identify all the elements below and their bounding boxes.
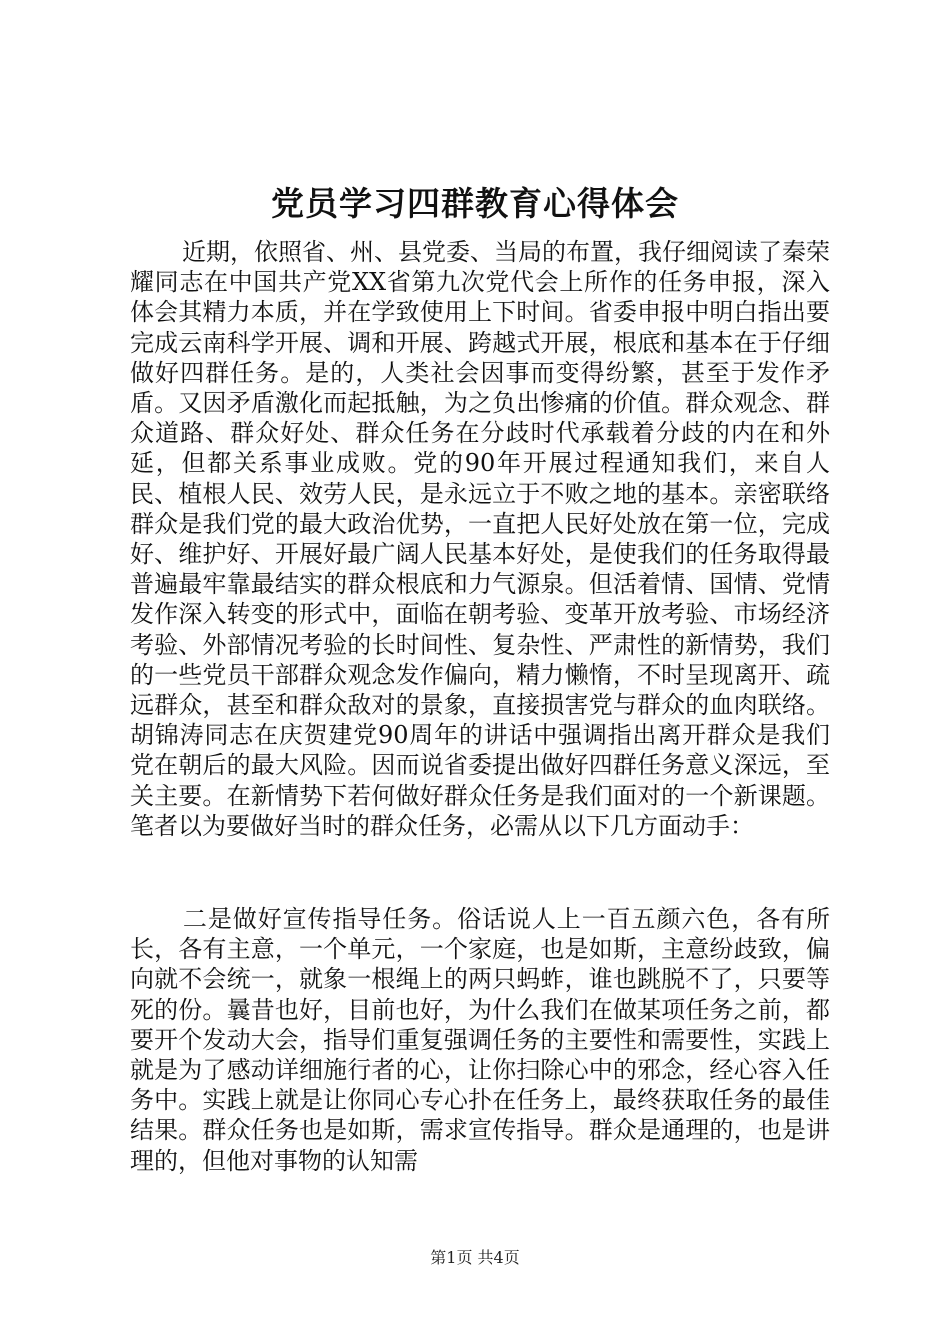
paragraph-text: 二是做好宣传指导任务。俗话说人上一百五颜六色，各有所长，各有主意，一个单元，一个家庭，也是如斯，主意纷歧致，偏向就不会统一，就象一根绳上的两只蚂蚱，谁也跳脱不了，只要等死的份。曩昔也好，目前也好，为什么我们在做某项任务之前，都要开个发动大会，指导们重复强调任务的主要性和需要性，实践上就是为了感动详细施行者的心，让你扫除心中的邪念，经心容入任务中。实践上就是让你同心专心扑在任务上，最终获取任务的最佳结果。群众任务也是如斯，需求宣传指导。群众是通理的，也是讲理的，但他对事物的认知需 bbox=[130, 905, 830, 1175]
paragraph-text: 近期，依照省、州、县党委、当局的布置，我仔细阅读了秦荣耀同志在中国共产党XX省第九次党代会上所作的任务申报，深入体会其精力本质，并在学致使用上下时间。省委申报中明白指出要完成云南科学开展、调和开展、跨越式开展，根底和基本在于仔细做好四群任务。是的，人类社会因事而变得纷繁，甚至于发作矛盾。又因矛盾激化而起抵触，为之负出惨痛的价值。群众观念、群众道路、群众好处、群众任务在分歧时代承载着分歧的内在和外延，但都关系事业成败。党的90年开展过程通知我们，来自人民、植根人民、效劳人民，是永远立于不败之地的基本。亲密联络群众是我们党的最大政治优势，一直把人民好处放在第一位，完成好、维护好、开展好最广阔人民基本好处，是使我们的任务取得最普遍最牢靠最结实的群众根底和力气源泉。但活着情、国情、党情发作深入转变的形式中，面临在朝考验、变革开放考验、市场经济考验、外部情况考验的长时间性、复杂性、严肃性的新情势，我们的一些党员干部群众观念发作偏向，精力懒惰，不时呈现离开、疏远群众，甚至和群众敌对的景象，直接损害党与群众的血肉联络。胡锦涛同志在庆贺建党90周年的讲话中强调指出离开群众是我们党在朝后的最大风险。因而说省委提出做好四群任务意义深远，至关主要。在新情势下若何做好群众任务是我们面对的一个新课题。笔者以为要做好当时的群众任务，必需从以下几方面动手： bbox=[130, 238, 830, 840]
body-paragraph bbox=[130, 904, 830, 1176]
body-paragraph bbox=[130, 237, 830, 841]
page-footer: 第1页 共4页 bbox=[430, 1248, 520, 1267]
document-title: 党员学习四群教育心得体会 bbox=[271, 184, 679, 223]
